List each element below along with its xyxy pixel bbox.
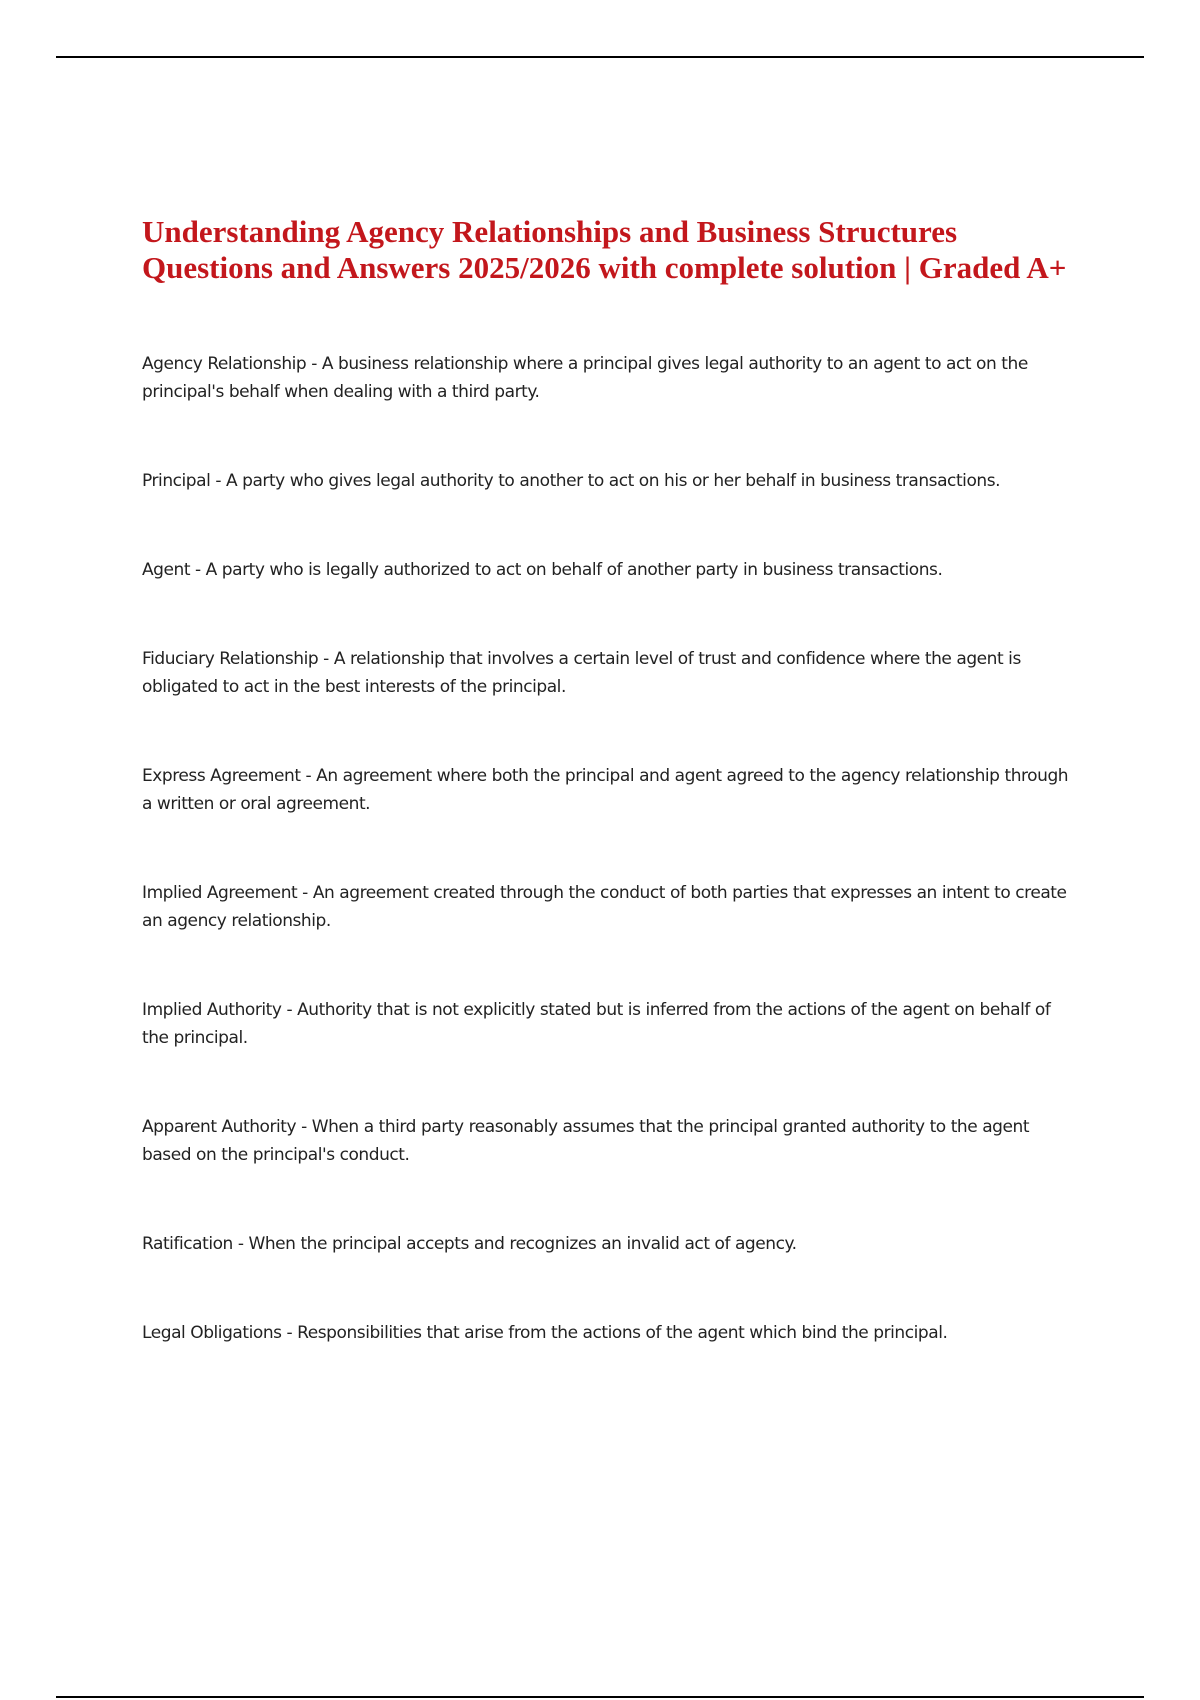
definition-implied-authority: Implied Authority - Authority that is not explicitly stated but is inferred from the actions of the agent on behalf of the principal. [142, 1000, 1051, 1048]
definition-legal-obligations: Legal Obligations - Responsibilities that arise from the actions of the agent which bind the principal. [142, 1323, 948, 1343]
definition-principal: Principal - A party who gives legal authority to another to act on his or her behalf in business transactions. [142, 471, 1001, 491]
header-rule [56, 56, 1144, 58]
definition-implied-agreement: Implied Agreement - An agreement created through the conduct of both parties that expresses an intent to create an agency relationship. [142, 883, 1067, 931]
definition-agent: Agent - A party who is legally authorized to act on behalf of another party in business transactions. [142, 560, 943, 580]
definition-express-agreement: Express Agreement - An agreement where both the principal and agent agreed to the agency relationship through a written or oral agreement. [142, 766, 1069, 814]
footer-rule [56, 1696, 1144, 1698]
definition-ratification: Ratification - When the principal accepts and recognizes an invalid act of agency. [142, 1234, 797, 1254]
definition-fiduciary-relationship: Fiduciary Relationship - A relationship that involves a certain level of trust and confidence where the agent is obligated to act in the best interests of the principal. [142, 649, 1021, 697]
definition-list [142, 350, 1072, 1347]
definition-agency-relationship: Agency Relationship - A business relationship where a principal gives legal authority to an agent to act on the principal's behalf when dealing with a third party. [142, 354, 1028, 402]
document-title: Understanding Agency Relationships and Business Structures Questions and Answers 2025/2026 with complete solution | Graded A+ [142, 214, 1067, 285]
document-body [142, 214, 1072, 1347]
definition-apparent-authority: Apparent Authority - When a third party reasonably assumes that the principal granted authority to the agent based on the principal's conduct. [142, 1117, 1030, 1165]
